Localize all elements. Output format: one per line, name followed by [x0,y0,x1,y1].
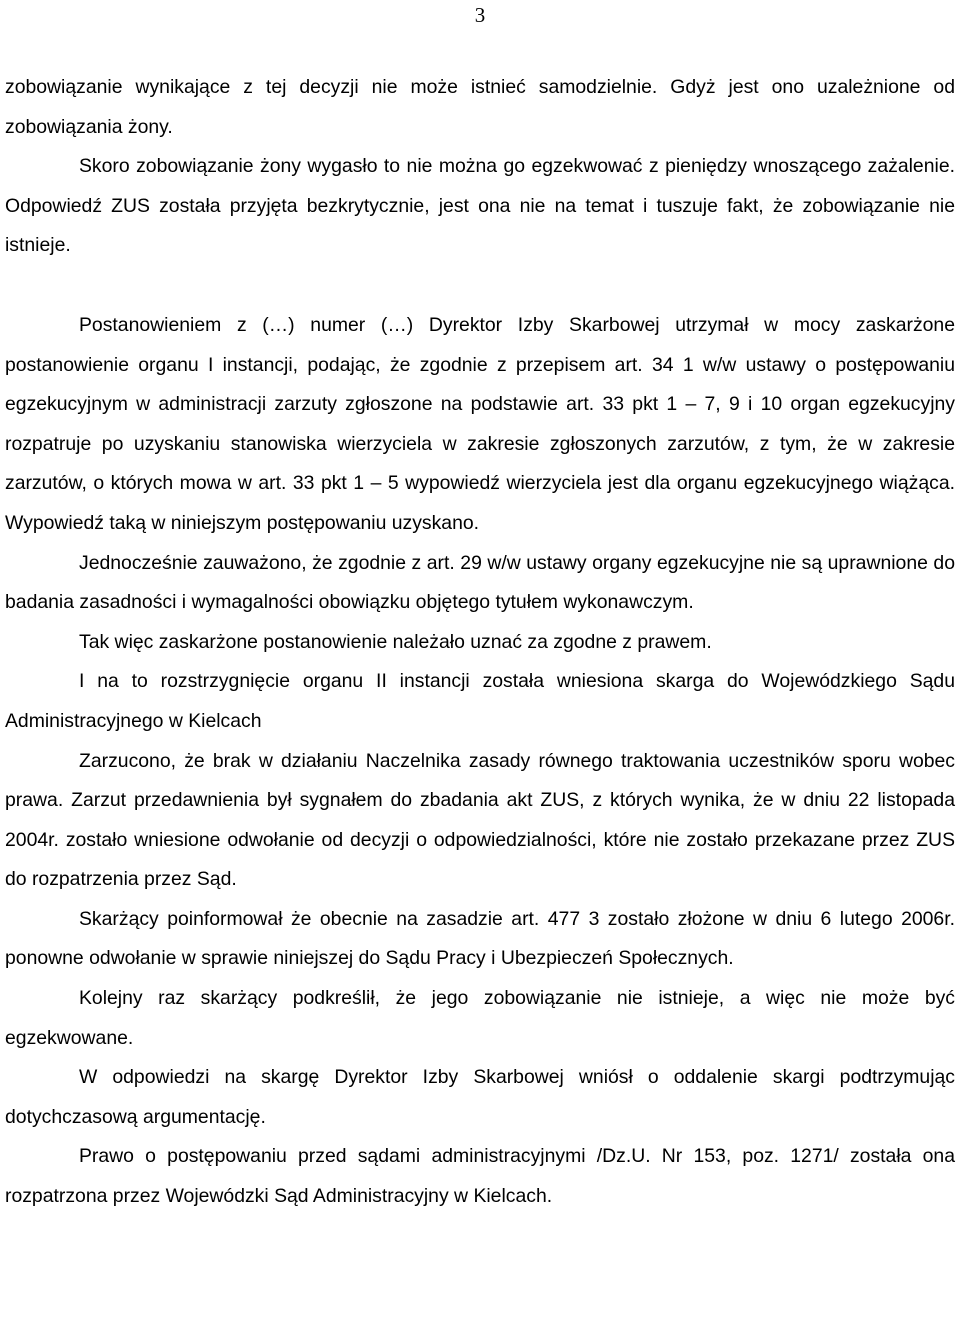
paragraph-zgodne-z-prawem: Tak więc zaskarżone postanowienie należało uznać za zgodne z prawem. [79,630,712,653]
paragraph-art-477: Skarżący poinformował że obecnie na zasadzie art. 477 3 zostało złożone w dniu 6 lutego 2006r. ponowne odwołanie w sprawie niniejszej do Sądu Pracy i Ubezpieczeń Społecznych. [5,907,955,970]
paragraph-zobowiazanie-nie-istnieje: Kolejny raz skarżący podkreślił, że jego zobowiązanie nie istnieje, a więc nie może być egzekwowane. [5,987,955,1049]
paragraph-skarga-wsa: I na to rozstrzygnięcie organu II instancji została wniesiona skarga do Wojewódzkiego Sądu Administracyjnego w Kielcach [5,670,955,732]
paragraph-odpowiedz-na-skarge: W odpowiedzi na skargę Dyrektor Izby Skarbowej wniósł o oddalenie skargi podtrzymując dotychczasową argumentację. [5,1066,955,1128]
document-body [5,68,955,1217]
paragraph-art-29: Jednocześnie zauważono, że zgodnie z art. 29 w/w ustawy organy egzekucyjne nie są uprawnione do badania zasadności i wymagalności obowiązku objętego tytułem wykonawczym. [5,551,955,614]
paragraph-zarzuty: Zarzucono, że brak w działaniu Naczelnika zasady równego traktowania uczestników sporu wobec prawa. Zarzut przedawnienia był sygnałem do zbadania akt ZUS, z których wynika, że w dniu 22 listopada 2004r. zostało wniesione odwołanie od decyzji o odpowiedzialności, które nie zostało przekazane przez ZUS do rozpatrzenia przez Sąd. [5,749,955,891]
page-number: 3 [474,3,486,27]
paragraph-zobowiazanie-zony: Skoro zobowiązanie żony wygasło to nie można go egzekwować z pieniędzy wnoszącego zażalenie. Odpowiedź ZUS została przyjęta bezkrytycznie, jest ona nie na temat i tuszuje fakt, że zobowiązanie nie istnieje. [5,155,955,257]
paragraph-postanowienie: Postanowieniem z (…) numer (…) Dyrektor Izby Skarbowej utrzymał w mocy zaskarżone postanowienie organu I instancji, podając, że zgodnie z przepisem art. 34 1 w/w ustawy o postępowaniu egzekucyjnym w administracji zarzuty zgłoszone na podstawie art. 33 pkt 1 – 7, 9 i 10 organ egzekucyjny rozpatruje po uzyskaniu stanowiska wierzyciela w zakresie zgłoszonych zarzutów, z tym, że w zakresie zarzutów, o których mowa w art. 33 pkt 1 – 5 wypowiedź wierzyciela jest dla organu egzekucyjnego wiążąca. Wypowiedź taką w niniejszym postępowaniu uzyskano. [5,313,955,534]
paragraph-prawo-o-postepowaniu: Prawo o postępowaniu przed sądami administracyjnymi /Dz.U. Nr 153, poz. 1271/ została ona rozpatrzona przez Wojewódzki Sąd Administracyjny w Kielcach. [5,1145,955,1208]
paragraph-continuation: zobowiązanie wynikające z tej decyzji nie może istnieć samodzielnie. Gdyż jest ono uzależnione od zobowiązania żony. [5,76,955,138]
